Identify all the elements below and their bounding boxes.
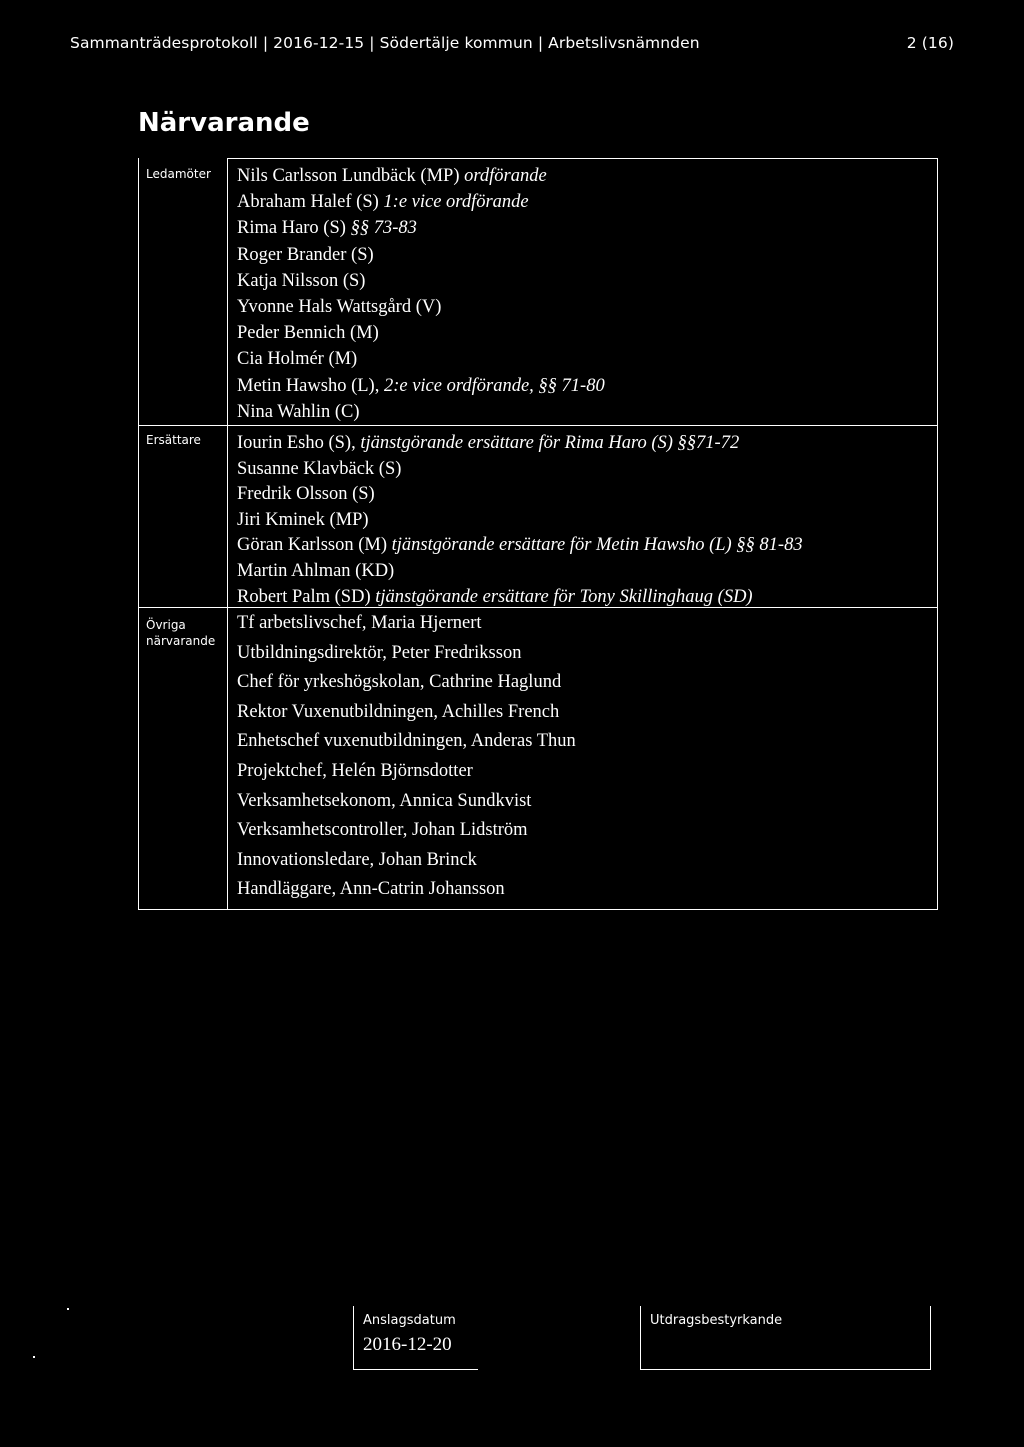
- list-item: [237, 294, 605, 320]
- list-item: [237, 346, 605, 372]
- substitute-role: tjänstgörande ersättare för Metin Hawsho (L) §§ 81-83: [391, 535, 803, 556]
- list-item: Utbildningsdirektör, Peter Fredriksson: [237, 642, 522, 663]
- list-item: [237, 215, 605, 241]
- table-border-right: [937, 158, 938, 910]
- list-item: Tf arbetslivschef, Maria Hjernert: [237, 613, 482, 633]
- scan-speck: [67, 1308, 69, 1310]
- member-name: Yvonne Hals Wattsgård (V): [237, 296, 442, 317]
- anslagsdatum-value: 2016-12-20: [363, 1334, 452, 1355]
- list-item: Enhetschef vuxenutbildningen, Anderas Thun: [237, 731, 576, 752]
- attendance-table: [138, 158, 938, 910]
- list-item: [237, 373, 605, 399]
- anslagsdatum-label: Anslagsdatum: [363, 1313, 456, 1328]
- page-footer: [353, 1306, 931, 1370]
- section-label-ledamoter: Ledamöter: [146, 167, 211, 181]
- section-label-ovriga-line1: Övriga: [146, 618, 186, 632]
- table-border-bottom: [138, 909, 938, 910]
- list-item: [237, 189, 605, 215]
- substitute-name: Martin Ahlman (KD): [237, 560, 395, 581]
- member-name: Nils Carlsson Lundbäck (MP): [237, 166, 465, 186]
- list-item: Innovationsledare, Johan Brinck: [237, 849, 477, 870]
- member-role: 1:e vice ordförande: [383, 192, 529, 213]
- list-item: Verksamhetsekonom, Annica Sundkvist: [237, 790, 532, 811]
- page-number: 2 (16): [906, 34, 954, 52]
- member-name: Peder Bennich (M): [237, 323, 379, 344]
- substitute-role: tjänstgörande ersättare för Tony Skillinghaug (SD): [375, 586, 753, 607]
- list-item: [237, 482, 803, 508]
- footer-underline-right: [640, 1369, 931, 1370]
- member-name: Katja Nilsson (S): [237, 270, 366, 291]
- list-item: [237, 242, 605, 268]
- list-item: [237, 399, 605, 425]
- ovriga-list: [237, 609, 576, 905]
- member-name: Cia Holmér (M): [237, 349, 358, 370]
- list-item: Chef för yrkeshögskolan, Cathrine Haglund: [237, 672, 562, 693]
- list-item: [237, 320, 605, 346]
- scan-speck: [33, 1356, 35, 1358]
- footer-divider-middle: [640, 1306, 641, 1370]
- substitute-role: tjänstgörande ersättare för Rima Haro (S) §§71-72: [360, 433, 740, 453]
- section-divider-ersattare: [138, 425, 938, 426]
- table-border-left: [138, 158, 139, 910]
- utdragsbestyrkande-label: Utdragsbestyrkande: [650, 1313, 783, 1328]
- member-role: ordförande: [464, 166, 547, 186]
- list-item: [237, 431, 803, 457]
- member-role: 2:e vice ordförande, §§ 71-80: [383, 375, 605, 396]
- table-column-divider: [227, 158, 228, 910]
- member-name: Rima Haro (S): [237, 218, 351, 239]
- member-name: Abraham Halef (S): [237, 192, 384, 213]
- table-border-top: [227, 158, 938, 159]
- page-title: Närvarande: [138, 108, 310, 138]
- ledamoter-list: [237, 163, 605, 425]
- member-role: §§ 73-83: [350, 218, 417, 239]
- list-item: [237, 585, 803, 611]
- footer-underline-left: [353, 1369, 478, 1370]
- member-name: Roger Brander (S): [237, 244, 374, 265]
- substitute-name: Robert Palm (SD): [237, 586, 376, 607]
- list-item: [237, 268, 605, 294]
- list-item: Verksamhetscontroller, Johan Lidström: [237, 820, 528, 841]
- list-item: [237, 457, 803, 483]
- section-label-ovriga: [146, 617, 226, 649]
- section-label-ersattare: Ersättare: [146, 433, 201, 447]
- substitute-name: Göran Karlsson (M): [237, 535, 392, 556]
- ersattare-list: [237, 431, 803, 610]
- page-header: [70, 34, 960, 52]
- member-name: Metin Hawsho (L),: [237, 375, 384, 396]
- list-item: [237, 508, 803, 534]
- list-item: [237, 533, 803, 559]
- list-item: [237, 163, 605, 189]
- footer-divider-left: [353, 1306, 354, 1370]
- list-item: Projektchef, Helén Björnsdotter: [237, 760, 473, 781]
- footer-divider-right: [930, 1306, 931, 1370]
- substitute-name: Susanne Klavbäck (S): [237, 458, 402, 479]
- member-name: Nina Wahlin (C): [237, 401, 360, 422]
- substitute-name: Jiri Kminek (MP): [237, 509, 369, 530]
- substitute-name: Fredrik Olsson (S): [237, 484, 375, 505]
- list-item: Handläggare, Ann-Catrin Johansson: [237, 879, 505, 900]
- substitute-name: Iourin Esho (S),: [237, 433, 361, 453]
- list-item: Rektor Vuxenutbildningen, Achilles French: [237, 701, 560, 722]
- list-item: [237, 559, 803, 585]
- header-breadcrumb: Sammanträdesprotokoll | 2016-12-15 | Södertälje kommun | Arbetslivsnämnden: [70, 34, 700, 52]
- section-label-ovriga-line2: närvarande: [146, 634, 216, 648]
